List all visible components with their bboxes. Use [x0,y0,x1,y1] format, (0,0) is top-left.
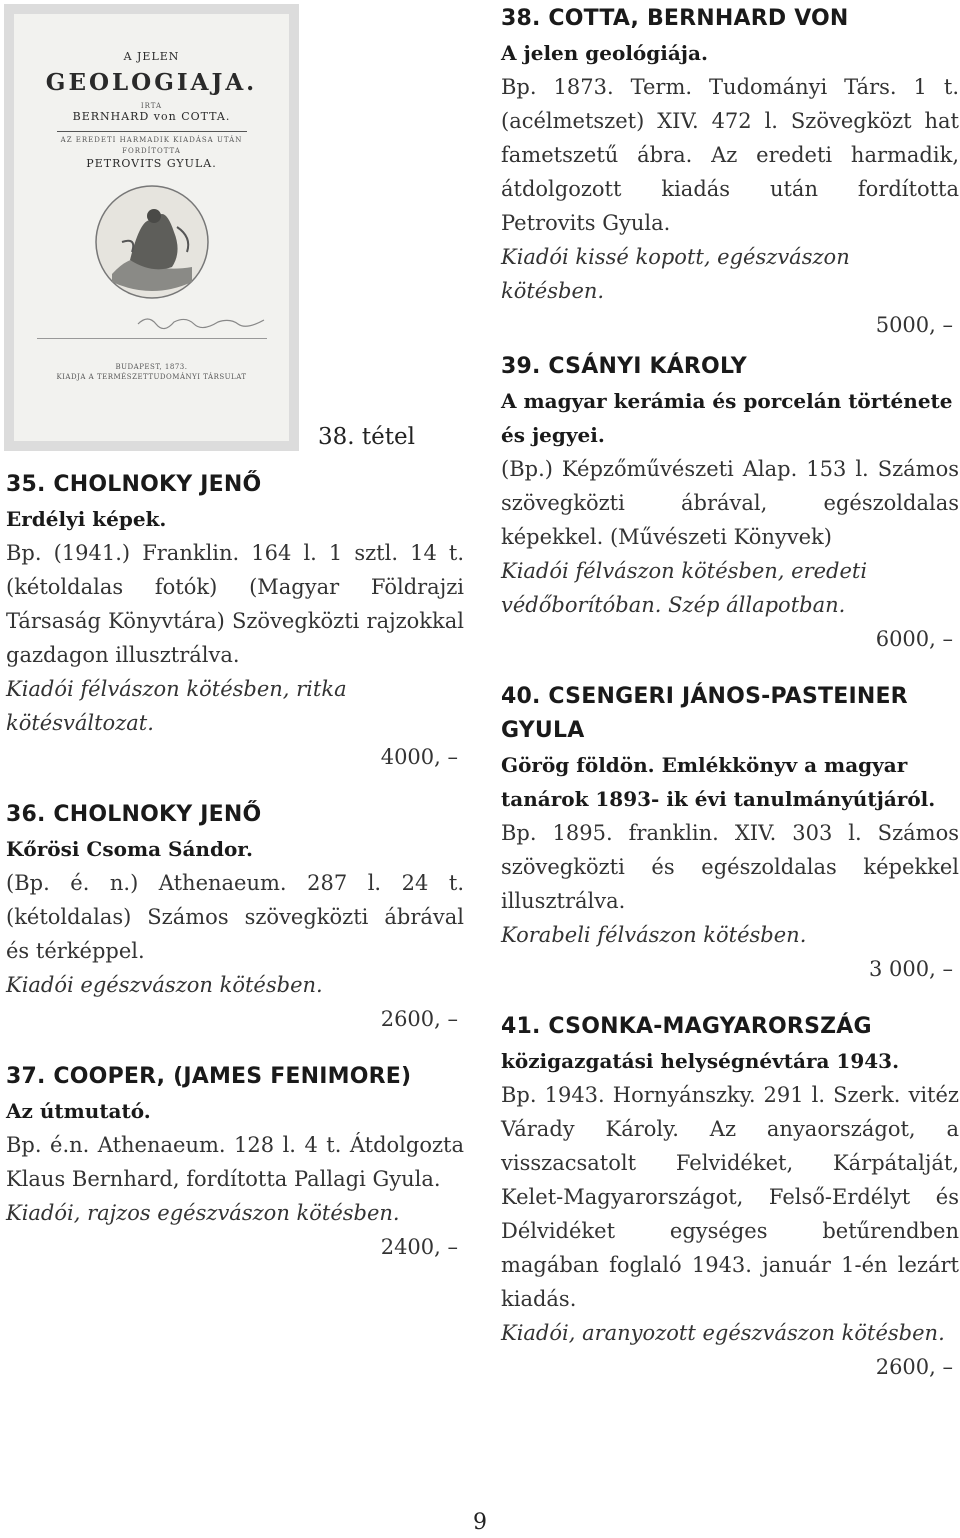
left-column [6,468,464,1288]
entry-body: Bp. 1943. Hornyánszky. 291 l. Szerk. vitéz Várady Károly. Az anyaországot, a visszacsatolt Felvidéket, Kárpátalját, Kelet-Magyarországot, Felső-Erdélyt és Délvidéket egységes betűrendben magában foglaló 1943. január 1-én lezárt kiadás. [501,1083,959,1311]
entry-price: 2600, – [875,1355,953,1379]
entry-binding: Kiadói félvászon kötésben, ritka kötésváltozat. [6,677,347,735]
catalog-entry [501,2,959,342]
cover-line: IRTA [140,102,163,110]
cover-translator: PETROVITS GYULA. [86,157,217,170]
catalog-entry [501,1010,959,1384]
entry-price: 4000, – [380,745,458,769]
entry-heading: 36. CHOLNOKY JENŐ [6,802,262,827]
entry-heading: 38. COTTA, BERNHARD VON [501,6,849,31]
entry-heading: 35. CHOLNOKY JENŐ [6,472,262,497]
entry-binding: Kiadói kissé kopott, egészvászon kötésben. [501,245,850,303]
entry-binding: Kiadói egészvászon kötésben. [6,973,323,997]
entry-body: (Bp. é. n.) Athenaeum. 287 l. 24 t. (kétoldalas) Számos szövegközti ábrával és térképpel. [6,871,464,963]
image-caption: 38. tétel [318,424,415,450]
entry-price: 6000, – [875,627,953,651]
cover-line: A JELEN [123,50,180,63]
entry-title: Görög földön. Emlékkönyv a magyar tanárok 1893- ik évi tanulmányútjáról. [501,753,936,811]
entry-price: 2600, – [380,1007,458,1031]
right-column-top [501,2,959,366]
entry-binding: Kiadói, aranyozott egészvászon kötésben. [501,1321,945,1345]
entry-price: 2400, – [380,1235,458,1259]
engraving-medallion-image [92,182,212,302]
right-column [501,350,959,1408]
cover-imprint: BUDAPEST, 1873. [115,363,188,371]
entry-price: 5000, – [875,313,953,337]
cover-line: AZ EREDETI HARMADIK KIADÁSA UTÁN [60,136,243,144]
entry-binding: Korabeli félvászon kötésben. [501,923,807,947]
entry-binding: Kiadói félvászon kötésben, eredeti védőborítóban. Szép állapotban. [501,559,868,617]
book-cover-image [4,4,299,451]
catalog-entry [501,680,959,986]
catalog-entry [6,468,464,774]
entry-heading: 41. CSONKA-MAGYARORSZÁG [501,1014,872,1039]
cover-page [14,14,289,441]
entry-title: közigazgatási helységnévtára 1943. [501,1049,900,1073]
entry-price: 3 000, – [869,957,953,981]
entry-title: Erdélyi képek. [6,507,167,531]
entry-heading: 37. COOPER, (JAMES FENIMORE) [6,1064,412,1089]
cover-author: BERNHARD von COTTA. [72,110,231,123]
catalog-entry [6,1060,464,1264]
entry-body: Bp. é.n. Athenaeum. 128 l. 4 t. Átdolgozta Klaus Bernhard, fordította Pallagi Gyula. [6,1133,464,1191]
entry-body: (Bp.) Képzőművészeti Alap. 153 l. Számos szövegközti ábrával, egészoldalas képekkel. (Művészeti Könyvek) [501,457,959,549]
signature-image [134,310,274,332]
entry-title: Kőrösi Csoma Sándor. [6,837,253,861]
entry-title: A jelen geológiája. [501,41,708,65]
entry-heading: 40. CSENGERI JÁNOS-PASTEINER GYULA [501,684,908,743]
catalog-entry [501,350,959,656]
entry-binding: Kiadói, rajzos egészvászon kötésben. [6,1201,400,1225]
entry-title: A magyar kerámia és porcelán története és jegyei. [501,389,953,447]
cover-imprint: KIADJA A TERMÉSZETTUDOMÁNYI TÁRSULAT [56,373,247,381]
entry-body: Bp. (1941.) Franklin. 164 l. 1 sztl. 14 t. (kétoldalas fotók) (Magyar Földrajzi Társaság Könyvtára) Szövegközti rajzokkal gazdagon illusztrálva. [6,541,464,667]
entry-title: Az útmutató. [6,1099,151,1123]
page-number: 9 [473,1510,487,1535]
catalog-entry [6,798,464,1036]
entry-body: Bp. 1873. Term. Tudományi Társ. 1 t. (acélmetszet) XIV. 472 l. Szövegközt hat fametszetű ábra. Az eredeti harmadik, átdolgozott kiadás után fordította Petrovits Gyula. [501,75,959,235]
entry-body: Bp. 1895. franklin. XIV. 303 l. Számos szövegközti és egészoldalas képekkel illusztrálva. [501,821,959,913]
entry-heading: 39. CSÁNYI KÁROLY [501,354,747,379]
cover-line: FORDÍTOTTA [122,147,181,155]
cover-title: GEOLOGIAJA. [45,69,258,96]
